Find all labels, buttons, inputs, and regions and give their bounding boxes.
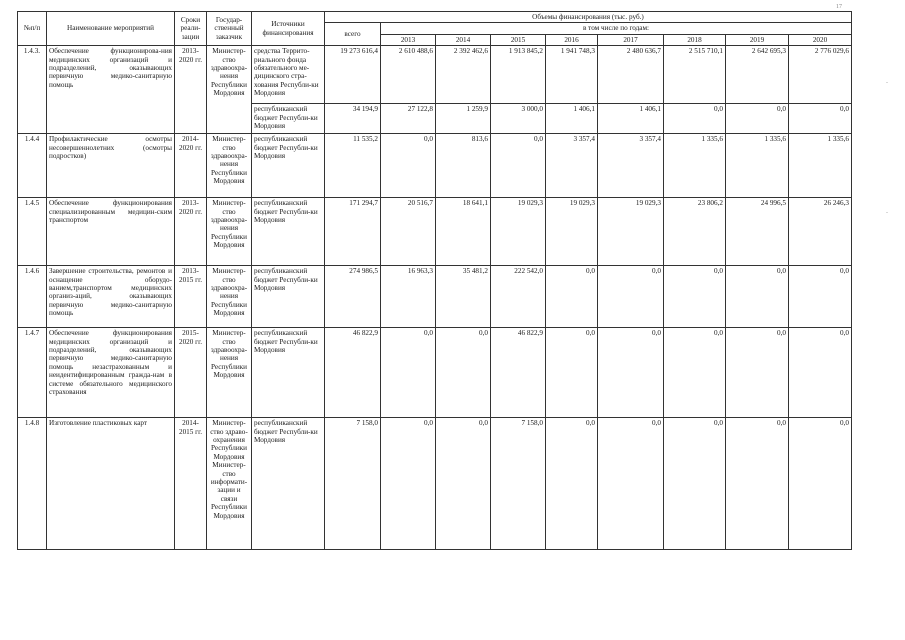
year-amount: 2 480 636,7 (598, 46, 664, 104)
funding-source: республиканский бюджет Республи-ки Мордовия (252, 104, 325, 134)
year-amount: 0,0 (664, 104, 726, 134)
year-amount: 3 000,0 (491, 104, 546, 134)
row-number: 1.4.6 (18, 266, 47, 328)
implementation-period: 2014-2015 гг. (175, 418, 207, 550)
header-year: 2019 (726, 34, 789, 45)
year-amount: 18 641,1 (436, 198, 491, 266)
year-amount: 1 941 748,3 (546, 46, 598, 104)
margin-mark: - (886, 210, 888, 216)
year-amount: 35 481,2 (436, 266, 491, 328)
year-amount: 0,0 (381, 134, 436, 198)
year-amount: 2 392 462,6 (436, 46, 491, 104)
year-amount: 1 259,9 (436, 104, 491, 134)
year-amount: 2 642 695,3 (726, 46, 789, 104)
year-amount: 222 542,0 (491, 266, 546, 328)
year-amount: 20 516,7 (381, 198, 436, 266)
year-amount: 2 515 710,1 (664, 46, 726, 104)
year-amount: 1 406,1 (546, 104, 598, 134)
header-year: 2018 (664, 34, 726, 45)
implementation-period: 2014-2020 гг. (175, 134, 207, 198)
year-amount: 0,0 (381, 418, 436, 550)
table-row (18, 266, 852, 328)
year-amount: 0,0 (726, 418, 789, 550)
funding-source: республиканский бюджет Республи-ки Мордовия (252, 134, 325, 198)
year-amount: 1 335,6 (789, 134, 852, 198)
year-amount: 19 029,3 (598, 198, 664, 266)
funding-source: республиканский бюджет Республи-ки Мордовия (252, 266, 325, 328)
total-amount: 19 273 616,4 (325, 46, 381, 104)
year-amount: 0,0 (436, 328, 491, 418)
year-amount: 0,0 (598, 328, 664, 418)
funding-source: республиканский бюджет Республи-ки Мордовия (252, 418, 325, 550)
implementation-period: 2013-2015 гг. (175, 266, 207, 328)
table-row (18, 328, 852, 418)
year-amount: 0,0 (726, 328, 789, 418)
funding-table (17, 11, 852, 550)
year-amount: 3 357,4 (598, 134, 664, 198)
header-name: Наименование мероприятий (47, 12, 175, 46)
state-customer: Министер-ство здравоохра-нения Республики Мордовия (207, 266, 252, 328)
year-amount: 2 610 488,6 (381, 46, 436, 104)
activity-name: Завершение строительства, ремонтов и оснащение оборудо-ванием,транспортом медицинских организ-аций, оказывающих первичную медико-санитарную помощь (47, 266, 175, 328)
activity-name: Обеспечение функционирования медицинских организаций и подразделений, оказывающих первичную медико-санитарную помощь незастрахованным и неидентифицированным гражда-нам в системе обязательного медицинского страхования (47, 328, 175, 418)
year-amount: 0,0 (789, 266, 852, 328)
header-year: 2020 (789, 34, 852, 45)
activity-name: Изготовление пластиковых карт (47, 418, 175, 550)
year-amount: 46 822,9 (491, 328, 546, 418)
state-customer: Министер-ство здраво-охранения Республики Мордовия Министер-ство информати-зации и связи Республики Мордовия (207, 418, 252, 550)
implementation-period: 2015-2020 гг. (175, 328, 207, 418)
funding-source: республиканский бюджет Республи-ки Мордовия (252, 198, 325, 266)
activity-name: Обеспечение функционирования специализированным медицин-ским транспортом (47, 198, 175, 266)
year-amount: 0,0 (491, 134, 546, 198)
year-amount: 26 246,3 (789, 198, 852, 266)
implementation-period: 2013-2020 гг. (175, 46, 207, 134)
year-amount: 1 406,1 (598, 104, 664, 134)
row-number: 1.4.3. (18, 46, 47, 134)
header-year: 2014 (436, 34, 491, 45)
year-amount: 0,0 (789, 104, 852, 134)
year-amount: 0,0 (598, 266, 664, 328)
table-row (18, 198, 852, 266)
header-year: 2016 (546, 34, 598, 45)
table-row (18, 46, 852, 104)
year-amount: 0,0 (726, 104, 789, 134)
implementation-period: 2013-2020 гг. (175, 198, 207, 266)
row-number: 1.4.4 (18, 134, 47, 198)
margin-mark: - (886, 80, 888, 86)
year-amount: 19 029,3 (491, 198, 546, 266)
header-year: 2013 (381, 34, 436, 45)
year-amount: 1 335,6 (664, 134, 726, 198)
year-amount: 0,0 (789, 418, 852, 550)
activity-name: Профилактические осмотры несовершеннолетних (осмотры подростков) (47, 134, 175, 198)
funding-source: республиканский бюджет Республи-ки Мордовия (252, 328, 325, 418)
year-amount: 0,0 (664, 266, 726, 328)
year-amount: 19 029,3 (546, 198, 598, 266)
total-amount: 171 294,7 (325, 198, 381, 266)
year-amount: 0,0 (726, 266, 789, 328)
year-amount: 813,6 (436, 134, 491, 198)
row-number: 1.4.8 (18, 418, 47, 550)
year-amount: 27 122,8 (381, 104, 436, 134)
state-customer: Министер-ство здравоохра-нения Республики Мордовия (207, 134, 252, 198)
state-customer: Министер-ство здравоохра-нения Республики Мордовия (207, 198, 252, 266)
table-row (18, 134, 852, 198)
header-source: Источники финансирования (252, 12, 325, 46)
activity-name: Обеспечение функционирова-ния медицинских организаций и подразделений, оказывающих первичную медико-санитарную помощь (47, 46, 175, 134)
header-period: Сроки реали-зации (175, 12, 207, 46)
year-amount: 3 357,4 (546, 134, 598, 198)
page-number: 17 (836, 4, 842, 10)
year-amount: 24 996,5 (726, 198, 789, 266)
total-amount: 7 158,0 (325, 418, 381, 550)
year-amount: 0,0 (664, 328, 726, 418)
year-amount: 0,0 (546, 418, 598, 550)
year-amount: 16 963,3 (381, 266, 436, 328)
total-amount: 46 822,9 (325, 328, 381, 418)
row-number: 1.4.7 (18, 328, 47, 418)
total-amount: 274 986,5 (325, 266, 381, 328)
header-year: 2017 (598, 34, 664, 45)
year-amount: 0,0 (436, 418, 491, 550)
state-customer: Министер-ство здравоохра-нения Республики Мордовия (207, 328, 252, 418)
year-amount: 0,0 (598, 418, 664, 550)
year-amount: 0,0 (789, 328, 852, 418)
year-amount: 0,0 (546, 266, 598, 328)
year-amount: 0,0 (546, 328, 598, 418)
header-volume: Объемы финансирования (тыс. руб.) (325, 12, 852, 23)
year-amount: 1 335,6 (726, 134, 789, 198)
year-amount: 23 806,2 (664, 198, 726, 266)
year-amount: 1 913 845,2 (491, 46, 546, 104)
year-amount: 7 158,0 (491, 418, 546, 550)
header-by-years: в том числе по годам: (381, 23, 852, 34)
header-customer: Государ-ственный заказчик (207, 12, 252, 46)
header-total: всего (325, 23, 381, 46)
funding-source: средства Террито-риального фонда обязательного ме-дицинского стра-хования Республи-ки Мордовия (252, 46, 325, 104)
row-number: 1.4.5 (18, 198, 47, 266)
header-num: №п/п (18, 12, 47, 46)
year-amount: 0,0 (664, 418, 726, 550)
year-amount: 0,0 (381, 328, 436, 418)
state-customer: Министер-ство здравоохра-нения Республики Мордовия (207, 46, 252, 134)
year-amount: 2 776 029,6 (789, 46, 852, 104)
table-row (18, 418, 852, 550)
total-amount: 11 535,2 (325, 134, 381, 198)
total-amount: 34 194,9 (325, 104, 381, 134)
header-year: 2015 (491, 34, 546, 45)
